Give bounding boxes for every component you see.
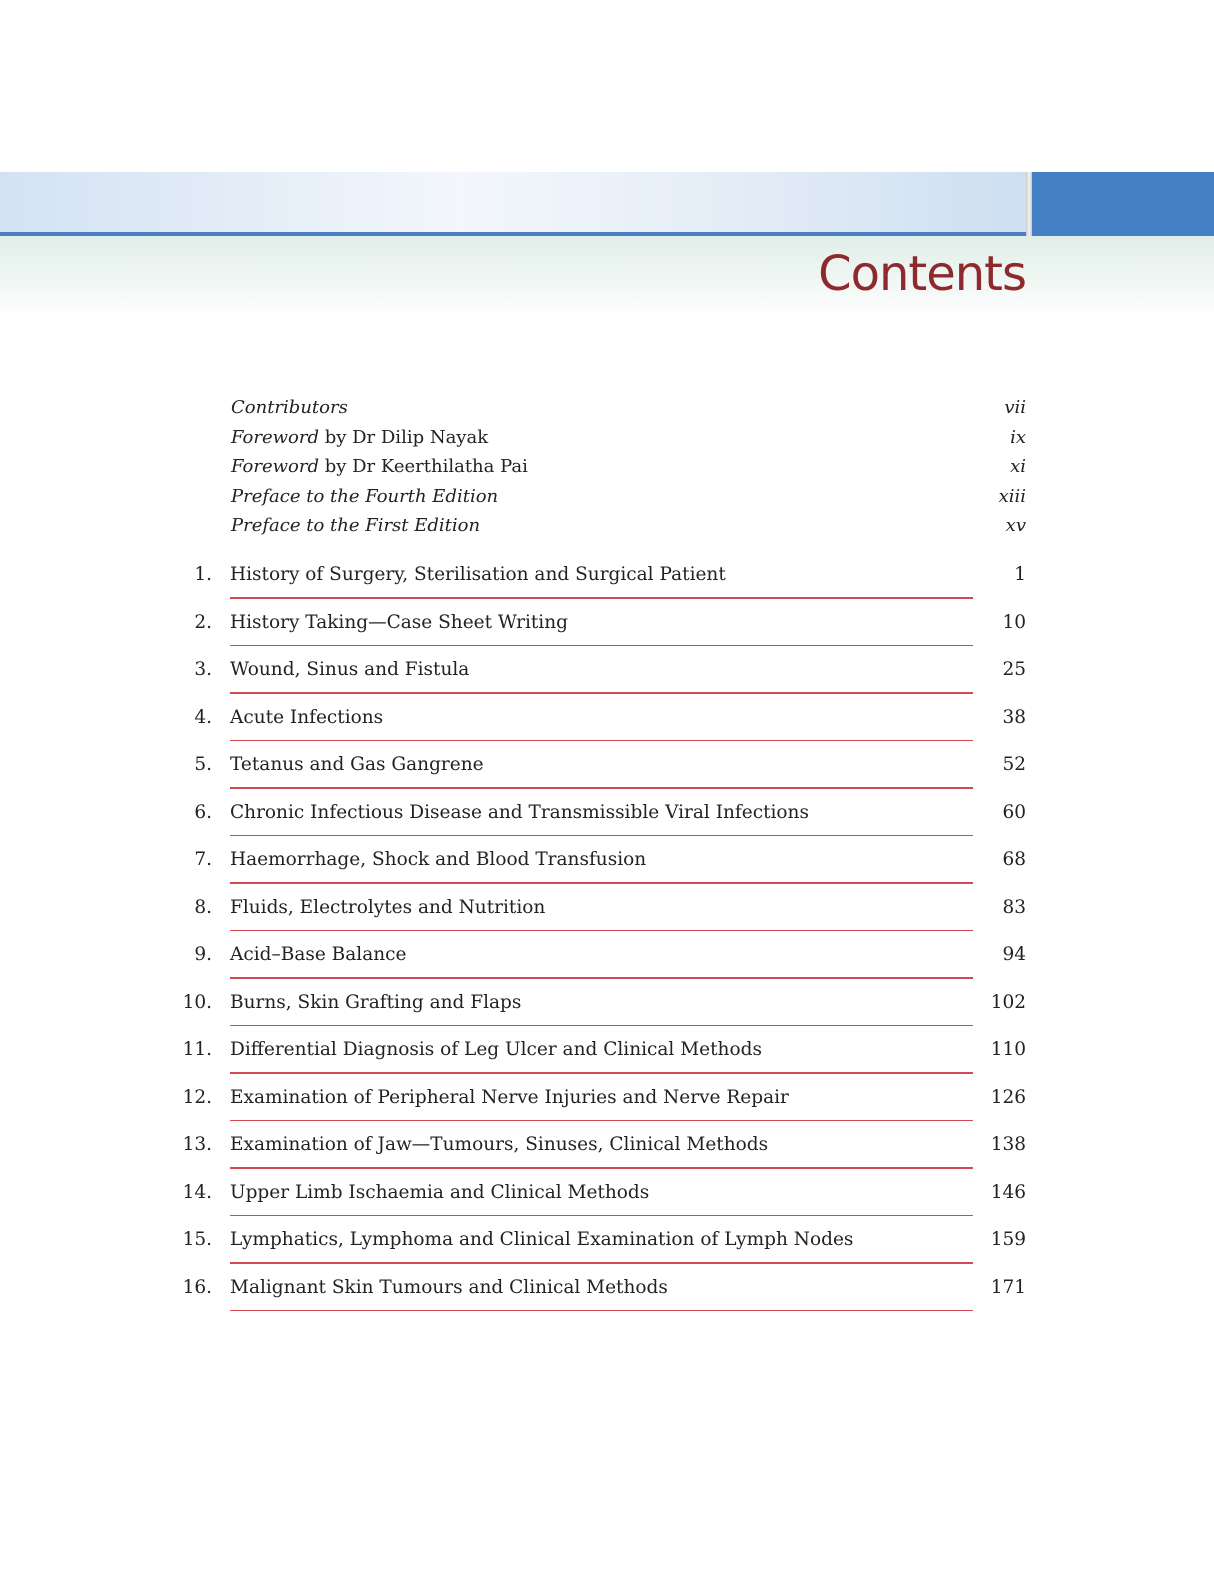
entry-title: [231, 397, 348, 418]
chapter-underline: [230, 1262, 973, 1264]
chapter-title[interactable]: History Taking—Case Sheet Writing: [230, 611, 568, 633]
chapter-page: 68: [1002, 849, 1026, 870]
chapter-page: 38: [1002, 706, 1026, 728]
entry-title-italic: Foreword: [231, 426, 319, 448]
entry-page: xv: [1005, 515, 1026, 537]
entry-title: [231, 456, 528, 477]
entry-page: vii: [1004, 397, 1026, 419]
chapter-entry[interactable]: [170, 1125, 1026, 1173]
chapter-title[interactable]: Examination of Peripheral Nerve Injuries and Nerve Repair: [230, 1086, 789, 1108]
chapter-page: 94: [1002, 944, 1026, 965]
chapter-number: 12.: [182, 1086, 212, 1108]
chapter-underline: [230, 787, 973, 789]
entry-page: ix: [1010, 426, 1026, 448]
chapter-page: 102: [990, 991, 1026, 1013]
chapter-title[interactable]: Chronic Infectious Disease and Transmissible Viral Infections: [230, 801, 809, 823]
chapter-underline: [230, 1167, 973, 1169]
chapter-number: 2.: [194, 611, 212, 633]
chapter-number: 3.: [194, 659, 212, 680]
entry-title: [231, 427, 488, 448]
chapter-title[interactable]: Upper Limb Ischaemia and Clinical Methods: [230, 1181, 650, 1203]
chapter-number: 16.: [182, 1276, 212, 1298]
chapter-entry[interactable]: [170, 1173, 1026, 1221]
chapter-number: 9.: [194, 944, 212, 965]
header-fade: [0, 236, 1214, 320]
chapter-page: 25: [1002, 659, 1026, 680]
chapter-underline: [230, 977, 973, 979]
chapter-entry[interactable]: [170, 793, 1026, 841]
page-title: Contents: [818, 246, 1026, 302]
chapter-number: 4.: [194, 706, 212, 728]
chapter-title[interactable]: Examination of Jaw—Tumours, Sinuses, Clinical Methods: [230, 1134, 769, 1155]
chapter-page: 60: [1002, 801, 1026, 823]
chapter-page: 110: [990, 1039, 1026, 1060]
header-band: [0, 172, 1026, 233]
entry-title-rest: by Dr Dilip Nayak: [318, 426, 489, 448]
chapter-underline: [230, 645, 973, 647]
entry-title-italic: Preface to the First Edition: [231, 515, 481, 537]
front-matter-entry[interactable]: [231, 452, 1026, 482]
chapter-page: 126: [990, 1086, 1026, 1108]
chapter-number: 6.: [194, 801, 212, 823]
chapter-entry[interactable]: [170, 555, 1026, 603]
chapter-page: 171: [990, 1276, 1026, 1298]
chapter-underline: [230, 1215, 973, 1217]
chapter-entry[interactable]: [170, 1220, 1026, 1268]
chapter-page: 146: [990, 1181, 1026, 1203]
chapter-entry[interactable]: [170, 888, 1026, 936]
chapter-underline: [230, 882, 973, 884]
chapter-page: 138: [990, 1134, 1026, 1155]
chapter-entry[interactable]: [170, 650, 1026, 698]
chapter-title[interactable]: Differential Diagnosis of Leg Ulcer and Clinical Methods: [230, 1039, 762, 1060]
chapter-number: 15.: [182, 1229, 212, 1250]
chapter-entry[interactable]: [170, 745, 1026, 793]
chapter-number: 14.: [182, 1181, 212, 1203]
chapter-underline: [230, 1120, 973, 1122]
entry-title: [231, 515, 480, 536]
chapter-title[interactable]: Tetanus and Gas Gangrene: [230, 754, 484, 775]
chapter-underline: [230, 597, 973, 599]
chapter-number: 8.: [194, 896, 212, 918]
chapter-page: 52: [1002, 754, 1026, 775]
chapter-underline: [230, 692, 973, 694]
chapter-entry[interactable]: [170, 1268, 1026, 1316]
chapter-entry[interactable]: [170, 840, 1026, 888]
chapter-entry[interactable]: [170, 603, 1026, 651]
header-block: [1032, 172, 1214, 236]
chapter-number: 13.: [182, 1134, 212, 1155]
entry-title-italic: Preface to the Fourth Edition: [231, 485, 499, 507]
chapter-title[interactable]: Lymphatics, Lymphoma and Clinical Examination of Lymph Nodes: [230, 1229, 854, 1250]
entry-page: xi: [1010, 456, 1026, 478]
chapter-title[interactable]: History of Surgery, Sterilisation and Surgical Patient: [230, 564, 726, 585]
chapter-title[interactable]: Fluids, Electrolytes and Nutrition: [230, 896, 546, 918]
chapter-number: 1.: [194, 564, 212, 585]
entry-title-italic: Contributors: [231, 397, 348, 419]
front-matter-list: [231, 393, 1026, 541]
chapter-underline: [230, 1310, 973, 1312]
entry-title: [231, 486, 498, 507]
chapter-underline: [230, 930, 973, 932]
chapter-underline: [230, 740, 973, 742]
chapter-number: 10.: [182, 991, 212, 1013]
front-matter-entry[interactable]: [231, 482, 1026, 512]
chapter-entry[interactable]: [170, 1078, 1026, 1126]
chapter-title[interactable]: Burns, Skin Grafting and Flaps: [230, 991, 522, 1013]
entry-title-rest: by Dr Keerthilatha Pai: [318, 456, 528, 478]
chapter-underline: [230, 835, 973, 837]
front-matter-entry[interactable]: [231, 393, 1026, 423]
chapter-title[interactable]: Acute Infections: [230, 706, 384, 728]
chapter-number: 5.: [194, 754, 212, 775]
chapter-entry[interactable]: [170, 1030, 1026, 1078]
chapter-entry[interactable]: [170, 983, 1026, 1031]
entry-title-italic: Foreword: [231, 456, 319, 478]
chapter-page: 83: [1002, 896, 1026, 918]
chapter-underline: [230, 1072, 973, 1074]
chapter-list: [170, 555, 1026, 1315]
chapter-title[interactable]: Malignant Skin Tumours and Clinical Methods: [230, 1276, 668, 1298]
chapter-title[interactable]: Acid–Base Balance: [230, 944, 407, 965]
chapter-entry[interactable]: [170, 935, 1026, 983]
chapter-title[interactable]: Haemorrhage, Shock and Blood Transfusion: [230, 849, 647, 870]
chapter-number: 7.: [194, 849, 212, 870]
chapter-number: 11.: [182, 1039, 212, 1060]
chapter-title[interactable]: Wound, Sinus and Fistula: [230, 659, 470, 680]
chapter-page: 10: [1002, 611, 1026, 633]
chapter-underline: [230, 1025, 973, 1027]
entry-page: xiii: [998, 485, 1026, 507]
chapter-page: 1: [1014, 564, 1026, 585]
front-matter-entry[interactable]: [231, 511, 1026, 541]
chapter-page: 159: [990, 1229, 1026, 1250]
front-matter-entry[interactable]: [231, 423, 1026, 453]
chapter-entry[interactable]: [170, 698, 1026, 746]
